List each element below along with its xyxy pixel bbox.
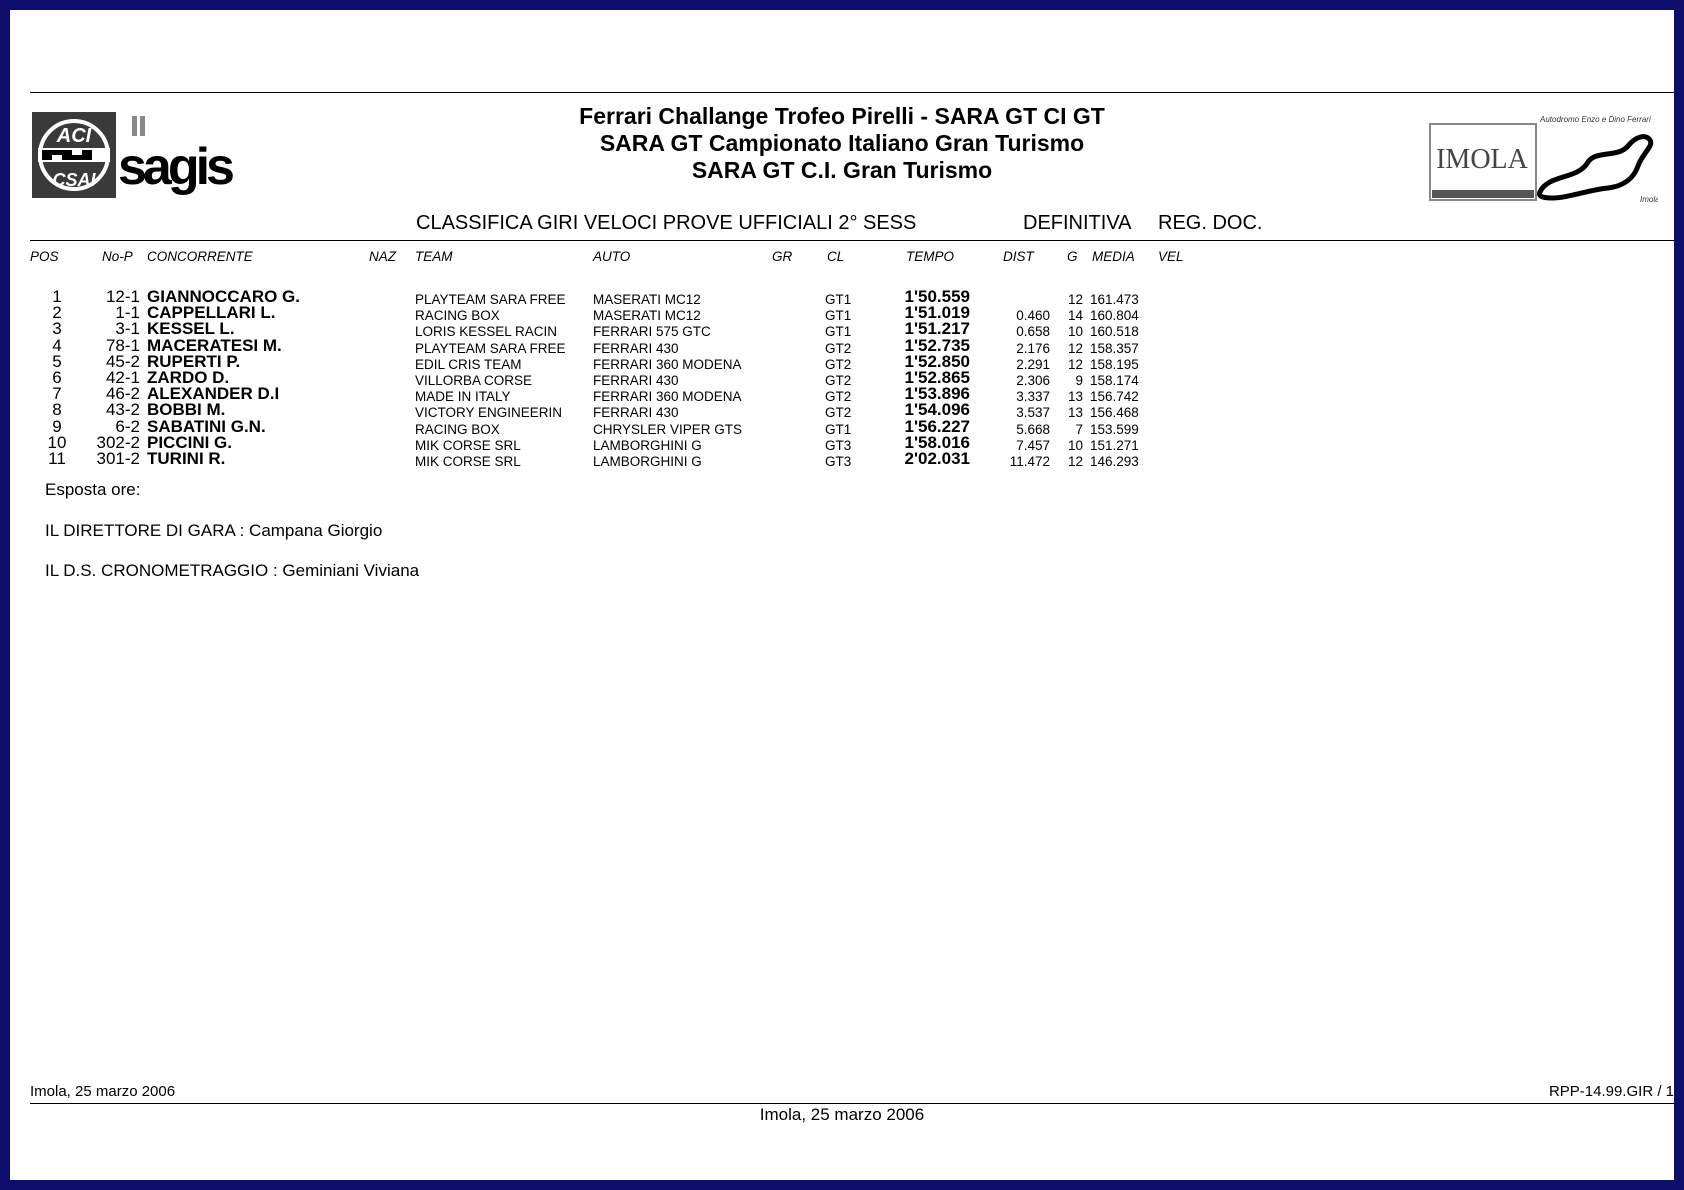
cell-team: MIK CORSE SRL	[415, 454, 521, 469]
cell-team: VILLORBA CORSE	[415, 373, 533, 388]
cell-team: LORIS KESSEL RACIN	[415, 324, 558, 340]
cell-pos: 4	[52, 335, 62, 355]
cell-g: 10	[1067, 324, 1083, 340]
col-vel: VEL	[1158, 249, 1184, 264]
cell-dist: 11.472	[1009, 454, 1050, 469]
cell-no-p: 3-1	[115, 319, 140, 339]
cell-dist: 5.668	[1016, 421, 1050, 437]
imola-text: IMOLA	[1436, 144, 1528, 175]
esposta-ore: Esposta ore:	[45, 480, 141, 499]
event-title-2: SARA GT Campionato Italiano Gran Turismo	[599, 130, 1085, 156]
cell-media: 146.293	[1090, 454, 1139, 469]
cell-media: 151.271	[1090, 437, 1139, 453]
cell-team: RACING BOX	[415, 421, 500, 437]
cell-class: GT1	[825, 421, 852, 437]
cell-pos: 3	[52, 319, 62, 339]
cell-driver: ZARDO D.	[147, 368, 230, 387]
col-auto: AUTO	[593, 249, 631, 264]
cell-class: GT2	[825, 389, 852, 405]
csai-text: CSAI	[52, 170, 96, 190]
cell-tempo: 1'56.227	[904, 416, 970, 436]
cell-team: RACING BOX	[415, 308, 500, 324]
col-nop: No-P	[102, 249, 133, 264]
cell-driver: RUPERTI P.	[147, 351, 241, 371]
cell-tempo: 1'51.019	[904, 303, 970, 323]
cell-auto: FERRARI 360 MODENA	[593, 389, 742, 405]
cell-no-p: 78-1	[105, 335, 140, 355]
cell-pos: 11	[48, 449, 66, 468]
cell-auto: FERRARI 430	[593, 373, 679, 388]
cell-pos: 5	[52, 351, 62, 371]
cell-auto: FERRARI 430	[593, 340, 679, 356]
cell-media: 158.174	[1090, 373, 1139, 388]
cell-driver: CAPPELLARI L.	[147, 303, 276, 323]
cell-driver: GIANNOCCARO G.	[147, 287, 300, 306]
cell-driver: SABATINI G.N.	[147, 416, 266, 436]
cell-media: 156.468	[1090, 405, 1139, 421]
cell-dist: 2.306	[1016, 373, 1050, 388]
cell-media: 158.195	[1090, 356, 1139, 372]
event-title-1: Ferrari Challange Trofeo Pirelli - SARA GT CI GT	[579, 103, 1105, 129]
table-row	[10, 303, 1674, 324]
cell-pos: 2	[52, 303, 62, 323]
col-naz: NAZ	[369, 249, 396, 264]
cell-team: MIK CORSE SRL	[415, 437, 521, 453]
col-dist: DIST	[1003, 249, 1034, 264]
cell-tempo: 1'52.850	[904, 351, 970, 371]
top-rule	[30, 92, 1674, 93]
cell-no-p: 301-2	[96, 449, 140, 468]
cell-tempo: 1'54.096	[904, 400, 970, 420]
cell-class: GT3	[825, 437, 852, 453]
cell-g: 12	[1067, 292, 1083, 307]
cell-no-p: 43-2	[105, 400, 140, 420]
cell-dist: 7.457	[1016, 437, 1050, 453]
cell-team: VICTORY ENGINEERIN	[415, 405, 563, 421]
cell-media: 153.599	[1090, 421, 1139, 437]
col-cl: CL	[827, 249, 845, 264]
cell-pos: 9	[52, 416, 62, 436]
cell-driver: TURINI R.	[147, 449, 226, 468]
cell-class: GT1	[825, 308, 852, 324]
cell-dist: 2.291	[1016, 356, 1050, 372]
ds-cronometraggio: IL D.S. CRONOMETRAGGIO : Geminiani Viviana	[45, 561, 420, 580]
cell-media: 156.742	[1090, 389, 1139, 405]
cell-tempo: 2'02.031	[904, 449, 970, 468]
cell-dist: 2.176	[1016, 340, 1050, 356]
sagis-text: sagis	[118, 138, 231, 196]
col-concorrente: CONCORRENTE	[147, 249, 253, 264]
cell-auto: FERRARI 575 GTC	[593, 324, 711, 340]
cell-no-p: 42-1	[105, 368, 140, 387]
col-team: TEAM	[415, 249, 453, 264]
cell-tempo: 1'51.217	[904, 319, 970, 339]
cell-auto: MASERATI MC12	[593, 308, 701, 324]
cell-auto: FERRARI 430	[593, 405, 679, 421]
classification-title: CLASSIFICA GIRI VELOCI PROVE UFFICIALI 2° SESS	[416, 212, 917, 234]
cell-dist: 0.460	[1016, 308, 1050, 324]
cell-auto: MASERATI MC12	[593, 292, 701, 307]
status-definitiva: DEFINITIVA	[1023, 212, 1132, 234]
cell-pos: 8	[52, 400, 62, 420]
cell-media: 158.357	[1090, 340, 1139, 356]
col-pos: POS	[30, 249, 59, 264]
aci-text: ACI	[56, 125, 92, 147]
cell-media: 160.518	[1090, 324, 1139, 340]
imola-caption: Autodromo Enzo e Dino Ferrari	[1540, 115, 1651, 124]
cell-tempo: 1'58.016	[904, 432, 970, 452]
cell-pos: 7	[52, 384, 62, 404]
cell-no-p: 12-1	[105, 287, 140, 306]
cell-g: 13	[1067, 389, 1083, 405]
table-row	[10, 449, 1674, 469]
imola-place: Imola	[1640, 195, 1658, 204]
cell-class: GT2	[825, 340, 852, 356]
cell-g: 12	[1067, 454, 1083, 469]
results-sheet	[10, 10, 1674, 1180]
cell-class: GT2	[825, 356, 852, 372]
cell-team: PLAYTEAM SARA FREE	[415, 340, 566, 356]
cell-driver: MACERATESI M.	[147, 335, 282, 355]
direttore-di-gara: IL DIRETTORE DI GARA : Campana Giorgio	[45, 521, 383, 540]
cell-pos: 10	[47, 432, 67, 452]
col-gr: GR	[772, 249, 793, 264]
footer-doc-ref: RPP-14.99.GIR / 1	[1548, 1083, 1674, 1100]
cell-driver: ALEXANDER D.I	[147, 384, 280, 404]
cell-class: GT1	[825, 324, 852, 340]
cell-class: GT2	[825, 405, 852, 421]
reg-doc: REG. DOC.	[1158, 212, 1263, 234]
cell-auto: FERRARI 360 MODENA	[593, 356, 742, 372]
cell-driver: KESSEL L.	[147, 319, 235, 339]
cell-auto: CHRYSLER VIPER GTS	[593, 421, 743, 437]
cell-media: 161.473	[1090, 292, 1139, 307]
cell-tempo: 1'52.865	[904, 368, 970, 387]
imola-circuit-logo	[1428, 114, 1658, 206]
cell-auto: LAMBORGHINI G	[593, 437, 702, 453]
cell-class: GT2	[825, 373, 852, 388]
table-row	[10, 384, 1674, 405]
cell-dist: 3.337	[1016, 389, 1050, 405]
table-row	[10, 351, 1674, 372]
cell-team: MADE IN ITALY	[415, 389, 511, 405]
footer-rule	[30, 1103, 1674, 1104]
col-media: MEDIA	[1092, 249, 1135, 264]
cell-g: 12	[1067, 340, 1083, 356]
cell-tempo: 1'53.896	[904, 384, 970, 404]
cell-g: 13	[1067, 405, 1083, 421]
cell-tempo: 1'50.559	[904, 287, 970, 306]
cell-auto: LAMBORGHINI G	[593, 454, 702, 469]
cell-g: 10	[1067, 437, 1083, 453]
table-row	[10, 335, 1674, 356]
footer-left-date: Imola, 25 marzo 2006	[30, 1083, 176, 1100]
cell-class: GT3	[825, 454, 852, 469]
cell-media: 160.804	[1090, 308, 1139, 324]
cell-g: 7	[1075, 421, 1083, 437]
cell-dist: 3.537	[1016, 405, 1050, 421]
cell-no-p: 45-2	[105, 351, 140, 371]
cell-no-p: 302-2	[96, 432, 140, 452]
col-tempo: TEMPO	[906, 249, 955, 264]
cell-no-p: 46-2	[105, 384, 140, 404]
cell-team: PLAYTEAM SARA FREE	[415, 292, 566, 307]
cell-pos: 1	[52, 287, 62, 306]
event-title-3: SARA GT C.I. Gran Turismo	[691, 157, 993, 183]
cell-dist: 0.658	[1016, 324, 1050, 340]
cell-class: GT1	[825, 292, 852, 307]
cell-pos: 6	[52, 368, 62, 387]
col-g: G	[1067, 249, 1078, 264]
footer-center-date: Imola, 25 marzo 2006	[759, 1105, 925, 1124]
table-row	[10, 416, 1674, 437]
cell-no-p: 1-1	[115, 303, 140, 323]
cell-no-p: 6-2	[115, 416, 140, 436]
cell-g: 9	[1075, 373, 1083, 388]
header-rule	[30, 240, 1674, 241]
cell-tempo: 1'52.735	[904, 335, 970, 355]
table-row	[10, 432, 1674, 453]
cell-g: 14	[1067, 308, 1083, 324]
cell-team: EDIL CRIS TEAM	[415, 356, 522, 372]
cell-driver: PICCINI G.	[147, 432, 233, 452]
cell-g: 12	[1067, 356, 1083, 372]
cell-driver: BOBBI M.	[147, 400, 226, 420]
